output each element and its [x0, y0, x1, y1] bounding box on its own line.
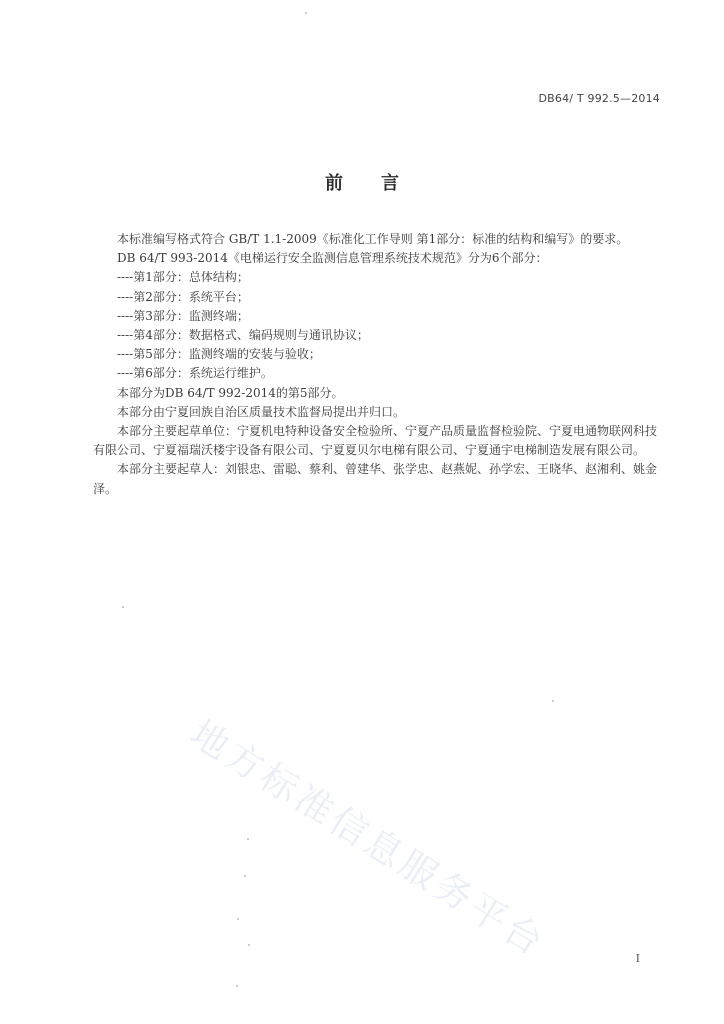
list-item-part-1: ----第1部分：总体结构；	[117, 270, 249, 285]
foreword-body	[93, 230, 668, 499]
list-item-part-5: ----第5部分：监测终端的安装与验收；	[117, 347, 321, 362]
list-item-part-2: ----第2部分：系统平台；	[117, 289, 249, 304]
scan-speck	[248, 944, 250, 946]
paragraph-series-intro: DB 64/T 993-2014《电梯运行安全监测信息管理系统技术规范》分为6个部分：	[117, 251, 548, 266]
list-item-part-4: ----第4部分：数据格式、编码规则与通讯协议；	[117, 328, 369, 343]
document-code: DB64/ T 992.5—2014	[538, 92, 660, 105]
scan-speck	[236, 985, 238, 987]
scan-speck	[305, 12, 307, 14]
paragraph-part-statement: 本部分为DB 64/T 992-2014的第5部分。	[117, 385, 344, 400]
watermark-text: 地方标准信息服务平台	[182, 711, 554, 966]
paragraph-proposer: 本部分由宁夏回族自治区质量技术监督局提出并归口。	[117, 404, 406, 419]
paragraph-format-compliance: 本标准编写格式符合 GB/T 1.1-2009《标准化工作导则 第1部分：标准的结构和编写》的要求。	[117, 232, 629, 246]
scan-speck	[247, 838, 249, 840]
scan-speck	[244, 875, 246, 877]
paragraph-drafting-units: 本部分主要起草单位：宁夏机电特种设备安全检验所、宁夏产品质量监督检验院、宁夏电通物联网科技有限公司、宁夏福瑞沃楼宇设备有限公司、宁夏夏贝尔电梯有限公司、宁夏通宇电梯制造发展有限公司。	[93, 424, 658, 458]
scan-speck	[122, 606, 124, 608]
list-item-part-6: ----第6部分：系统运行维护。	[117, 366, 273, 381]
scan-speck	[237, 918, 239, 920]
scan-speck	[552, 700, 554, 702]
paragraph-drafters: 本部分主要起草人：刘银忠、雷聪、蔡利、曾建华、张学忠、赵燕妮、孙学宏、王晓华、赵湘利、姚金泽。	[93, 462, 658, 496]
section-title: 前言	[325, 173, 437, 194]
list-item-part-3: ----第3部分：监测终端；	[117, 308, 249, 323]
page-number: I	[635, 952, 640, 965]
